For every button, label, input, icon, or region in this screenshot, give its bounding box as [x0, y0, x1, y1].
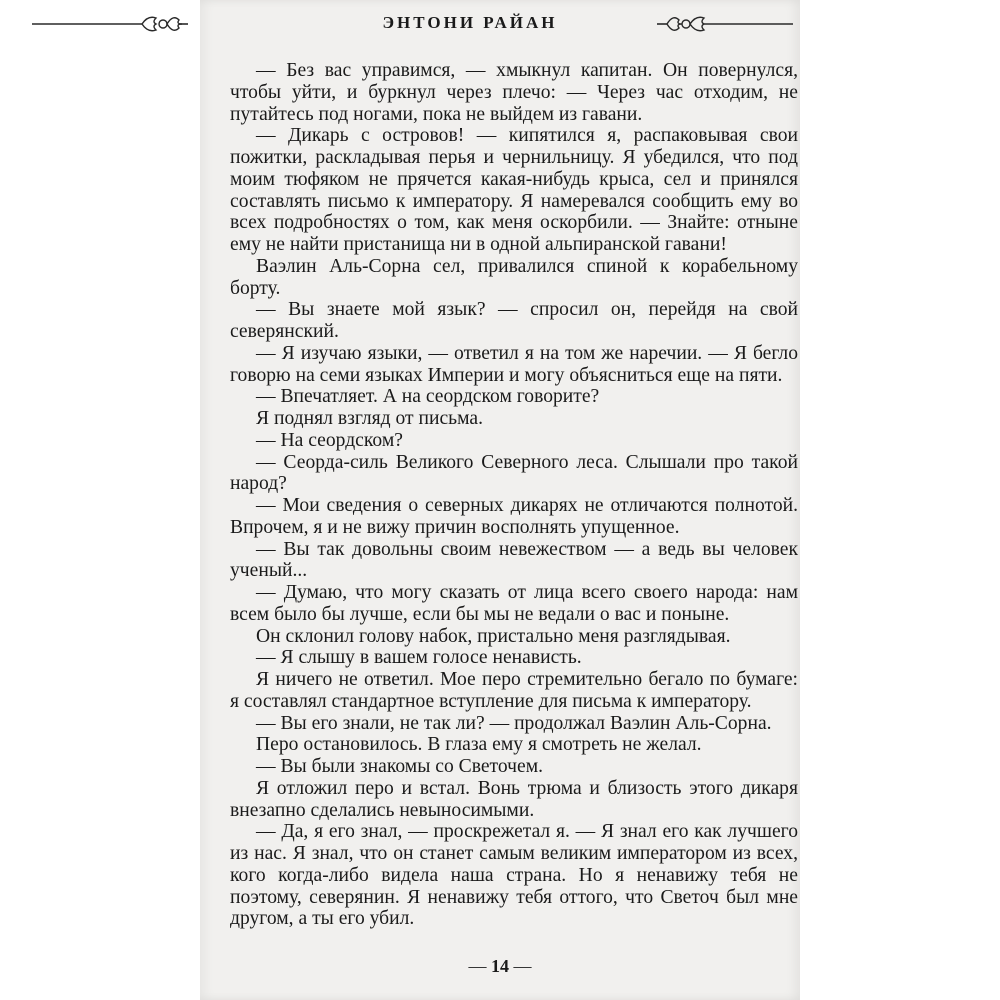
folio-dash-right: —: [513, 956, 532, 976]
paragraph: — Сеорда-силь Великого Северного леса. Слышали про такой народ?: [230, 451, 798, 495]
paragraph: — Думаю, что могу сказать от лица всего своего народа: нам всем было бы лучше, если бы мы не ведали о вас и поныне.: [230, 582, 798, 625]
paragraph: — Впечатляет. А на сеордском говорите?: [256, 386, 600, 408]
folio-dash-left: —: [468, 956, 487, 976]
paragraph: Перо остановилось. В глаза ему я смотреть не желал.: [256, 734, 702, 756]
paragraph: — Дикарь с островов! — кипятился я, распаковывая свои пожитки, раскладывая перья и чернильницу. Я убедился, что под моим тюфяком не прячется какая-нибудь крыса, сел и принялся составлять письмо к императору. Я намеревался сообщить ему во всех подробностях о том, как меня оскорбили. — Знайте: отныне ему не найти пристанища ни в одной альпиранской гавани!: [230, 125, 798, 255]
paragraph: — На сеордском?: [256, 429, 403, 451]
paragraph: — Вы так довольны своим невежеством — а ведь вы человек ученый...: [230, 538, 798, 582]
running-title: ЭНТОНИ РАЙАН: [382, 13, 558, 32]
paragraph: — Вы знаете мой язык? — спросил он, перейдя на свой северянский.: [230, 299, 798, 342]
body-text: [230, 60, 798, 930]
paragraph: Он склонил голову набок, пристально меня разглядывая.: [256, 625, 731, 647]
paragraph: Я ничего не ответил. Мое перо стремительно бегало по бумаге: я составлял стандартное вступление для письма к императору.: [230, 669, 798, 712]
page-number: [440, 956, 560, 977]
paragraph: — Без вас управимся, — хмыкнул капитан. Он повернулся, чтобы уйти, и буркнул через плечо: — Через час отходим, не путайтесь под ногами, пока не выйдем из гавани.: [230, 60, 798, 125]
paragraph: — Вы его знали, не так ли? — продолжал Ваэлин Аль-Сорна.: [256, 712, 772, 734]
paragraph: — Да, я его знал, — проскрежетал я. — Я знал его как лучшего из нас. Я знал, что он станет самым великим императором из всех, кого когда-либо видела наша страна. Но я ненавижу тебя не поэтому, северянин. Я ненавижу тебя оттого, что Светоч был мне другом, а ты его убил.: [230, 821, 798, 930]
paragraph: — Я слышу в вашем голосе ненависть.: [256, 647, 582, 669]
sword-flourish-icon: [30, 11, 190, 37]
page-number-value: 14: [491, 956, 509, 976]
paragraph: — Вы были знакомы со Светочем.: [256, 756, 543, 777]
sword-flourish-icon: [655, 11, 795, 37]
paragraph: Я отложил перо и встал. Вонь трюма и близость этого дикаря внезапно сделались невыносимыми.: [230, 777, 798, 821]
paragraph: — Я изучаю языки, — ответил я на том же наречии. — Я бегло говорю на семи языках Империи и могу объясниться еще на пяти.: [230, 342, 798, 386]
running-header: [30, 8, 800, 38]
paragraph: — Мои сведения о северных дикарях не отличаются полнотой. Впрочем, я и не вижу причин восполнять упущенное.: [230, 495, 798, 538]
paragraph: Ваэлин Аль-Сорна сел, привалился спиной к корабельному борту.: [230, 255, 798, 299]
paragraph: Я поднял взгляд от письма.: [256, 408, 483, 429]
